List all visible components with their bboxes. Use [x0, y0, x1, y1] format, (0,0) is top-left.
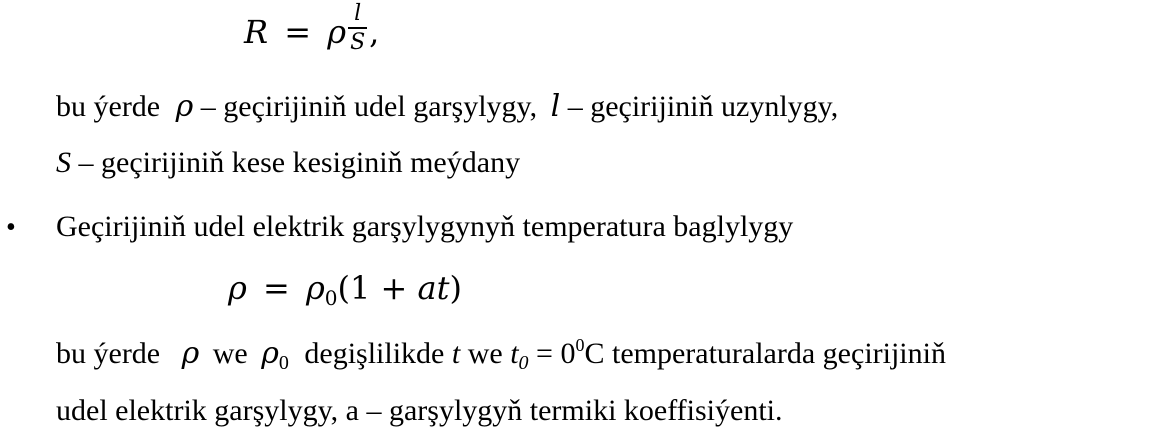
text-we-1: we [212, 337, 248, 370]
paragraph-definition-3 [56, 336, 946, 373]
formula-lhs: R [244, 13, 269, 52]
symbol-t0-sub: 0 [518, 352, 529, 374]
formula2-equals: = [262, 269, 290, 307]
text-cross-section: – geçirijiniň kese kesiginiň meýdany [78, 146, 521, 179]
fraction-numerator: l [354, 1, 362, 26]
symbol-t: t [451, 337, 461, 370]
text-length: – geçirijiniň uzynlygy, [567, 90, 839, 123]
fraction-denominator: S [350, 30, 366, 56]
formula2-at: at [417, 269, 450, 307]
symbol-rho: ρ [175, 89, 194, 124]
symbol-rho0-sub: 0 [278, 352, 289, 374]
formula2-open: (1 + [337, 269, 408, 307]
paragraph-definition-4: udel elektrik garşylygy, a – garşylygyň termiki koeffisiýenti. [56, 394, 783, 427]
text-prefix: bu ýerde [56, 90, 161, 123]
formula-temperature [228, 269, 462, 310]
symbol-rho0-3: ρ [261, 336, 279, 371]
text-prefix-3: bu ýerde [56, 337, 161, 370]
symbol-S: S [56, 146, 71, 179]
formula2-close: ) [449, 269, 462, 307]
symbol-rho-3: ρ [181, 336, 200, 371]
paragraph-definition-2 [56, 148, 520, 178]
text-temperatures: C temperaturalarda geçirijiniň [584, 337, 946, 370]
bullet-icon: • [6, 212, 16, 243]
bullet-text: Geçirijiniň udel elektrik garşylygynyň temperatura baglylygy [56, 210, 794, 243]
formula2-lhs: ρ [228, 269, 247, 307]
formula-fraction [348, 2, 367, 55]
formula-rho: ρ [327, 13, 347, 52]
formula2-sub0: 0 [324, 286, 338, 310]
paragraph-definition-1 [56, 89, 839, 124]
text-equals-zero: = 0 [536, 337, 576, 370]
formula2-rho0: ρ [305, 269, 325, 307]
degree-superscript: 0 [575, 335, 585, 355]
symbol-l: l [550, 89, 561, 124]
formula-equals: = [284, 13, 312, 52]
text-resistivity: – geçirijiniň udel garşylygy, [200, 90, 538, 123]
text-we-2: we [467, 337, 503, 370]
symbol-t0: t [510, 337, 519, 370]
fraction-bar [348, 27, 367, 29]
text-respectively: degişlilikde [304, 337, 445, 370]
formula-resistance [244, 1, 380, 61]
formula-comma: , [369, 13, 380, 52]
